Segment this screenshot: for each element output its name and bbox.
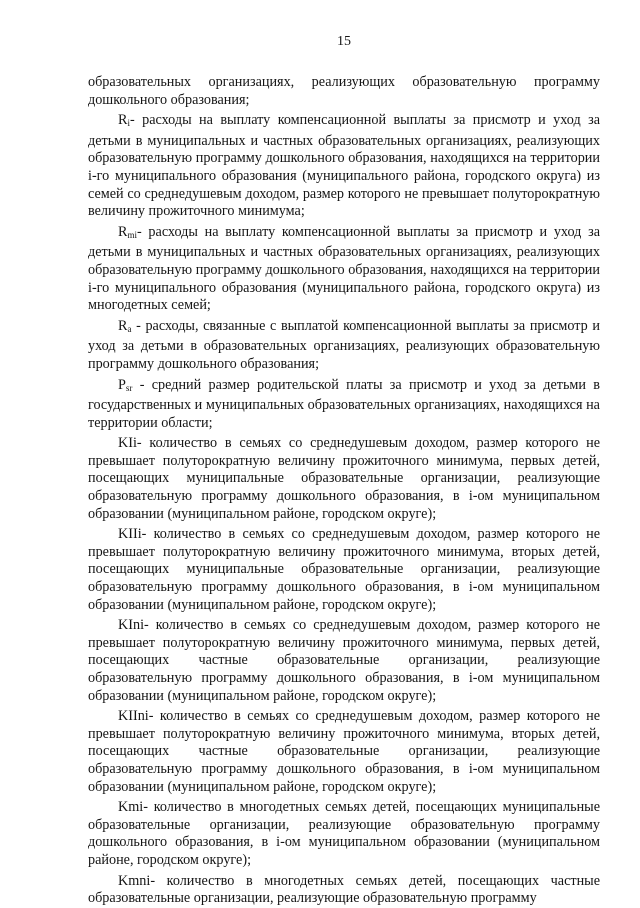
definition-ra [88,318,600,374]
variable-subscript: a [127,323,132,334]
variable-symbol: R [118,317,128,334]
page-number: 15 [337,34,351,49]
variable-subscript: i [127,118,130,129]
variable-subscript: mi [127,229,137,240]
variable-symbol: P [118,376,126,393]
definition-kini: KIni- количество в семьях со среднедушевым доходом, размер которого не превышает полуторократную величину прожиточного минимума, первых детей, посещающих частные образовательные организации, реализующие образовательную программу дошкольного образования, в i-ом муниципальном образовании (муниципальном районе, городском округе); [88,617,600,704]
variable-symbol: R [118,223,128,240]
definition-psr [88,377,600,433]
definition-kmi: Kmi- количество в многодетных семьях детей, посещающих муниципальные образовательные организации, реализующие образовательную программу дошкольного образования, в i-ом муниципальном образовании (муниципальном районе, городском округе); [88,799,600,868]
definition-rmi [88,224,600,315]
definition-kiini: KIIni- количество в семьях со среднедушевым доходом, размер которого не превышает полуторократную величину прожиточного минимума, вторых детей, посещающих частные образовательные организации, реализующие образовательную программу дошкольного образования, в i-ом муниципальном образовании (муниципальном районе, городском округе); [88,708,600,795]
definition-ri [88,112,600,221]
definition-kmni: Kmni- количество в многодетных семьях детей, посещающих частные образовательные организации, реализующие образовательную программу [88,872,600,907]
variable-symbol: R [118,112,128,129]
definition-text: - расходы на выплату компенсационной выплаты за присмотр и уход за детьми в муниципальных и частных образовательных организациях, реализующих образовательную программу дошкольного образования, находящихся на территории i-го муниципального образования (муниципального района, городского округа) из многодетных семей; [88,223,600,314]
definition-kii: KIi- количество в семьях со среднедушевым доходом, размер которого не превышает полуторократную величину прожиточного минимума, первых детей, посещающих муниципальные образовательные организации, реализующие образовательную программу дошкольного образования, в i-ом муниципальном образовании (муниципальном районе, городском округе); [88,435,600,522]
definition-text: - средний размер родительской платы за присмотр и уход за детьми в государственных и муниципальных образовательных организациях, находящихся на территории области; [88,376,600,431]
paragraph-continuation: образовательных организациях, реализующих образовательную программу дошкольного образования; [88,74,600,108]
definition-text: - расходы на выплату компенсационной выплаты за присмотр и уход за детьми в муниципальных и частных образовательных организациях, реализующих образовательную программу дошкольного образования, находящихся на территории i-го муниципального образования (муниципального района, городского округа) из семей со среднедушевым доходом, размер которого не превышает полуторократную величину прожиточного минимума; [88,112,600,220]
definition-text: - расходы, связанные с выплатой компенсационной выплаты за присмотр и уход за детьми в образовательных организациях, реализующих образовательную программу дошкольного образования; [88,317,600,372]
variable-subscript: sr [125,382,133,393]
definition-kiii: KIIi- количество в семьях со среднедушевым доходом, размер которого не превышает полуторократную величину прожиточного минимума, вторых детей, посещающих муниципальные образовательные организации, реализующие образовательную программу дошкольного образования, в i-ом муниципальном образовании (муниципальном районе, городском округе); [88,526,600,613]
